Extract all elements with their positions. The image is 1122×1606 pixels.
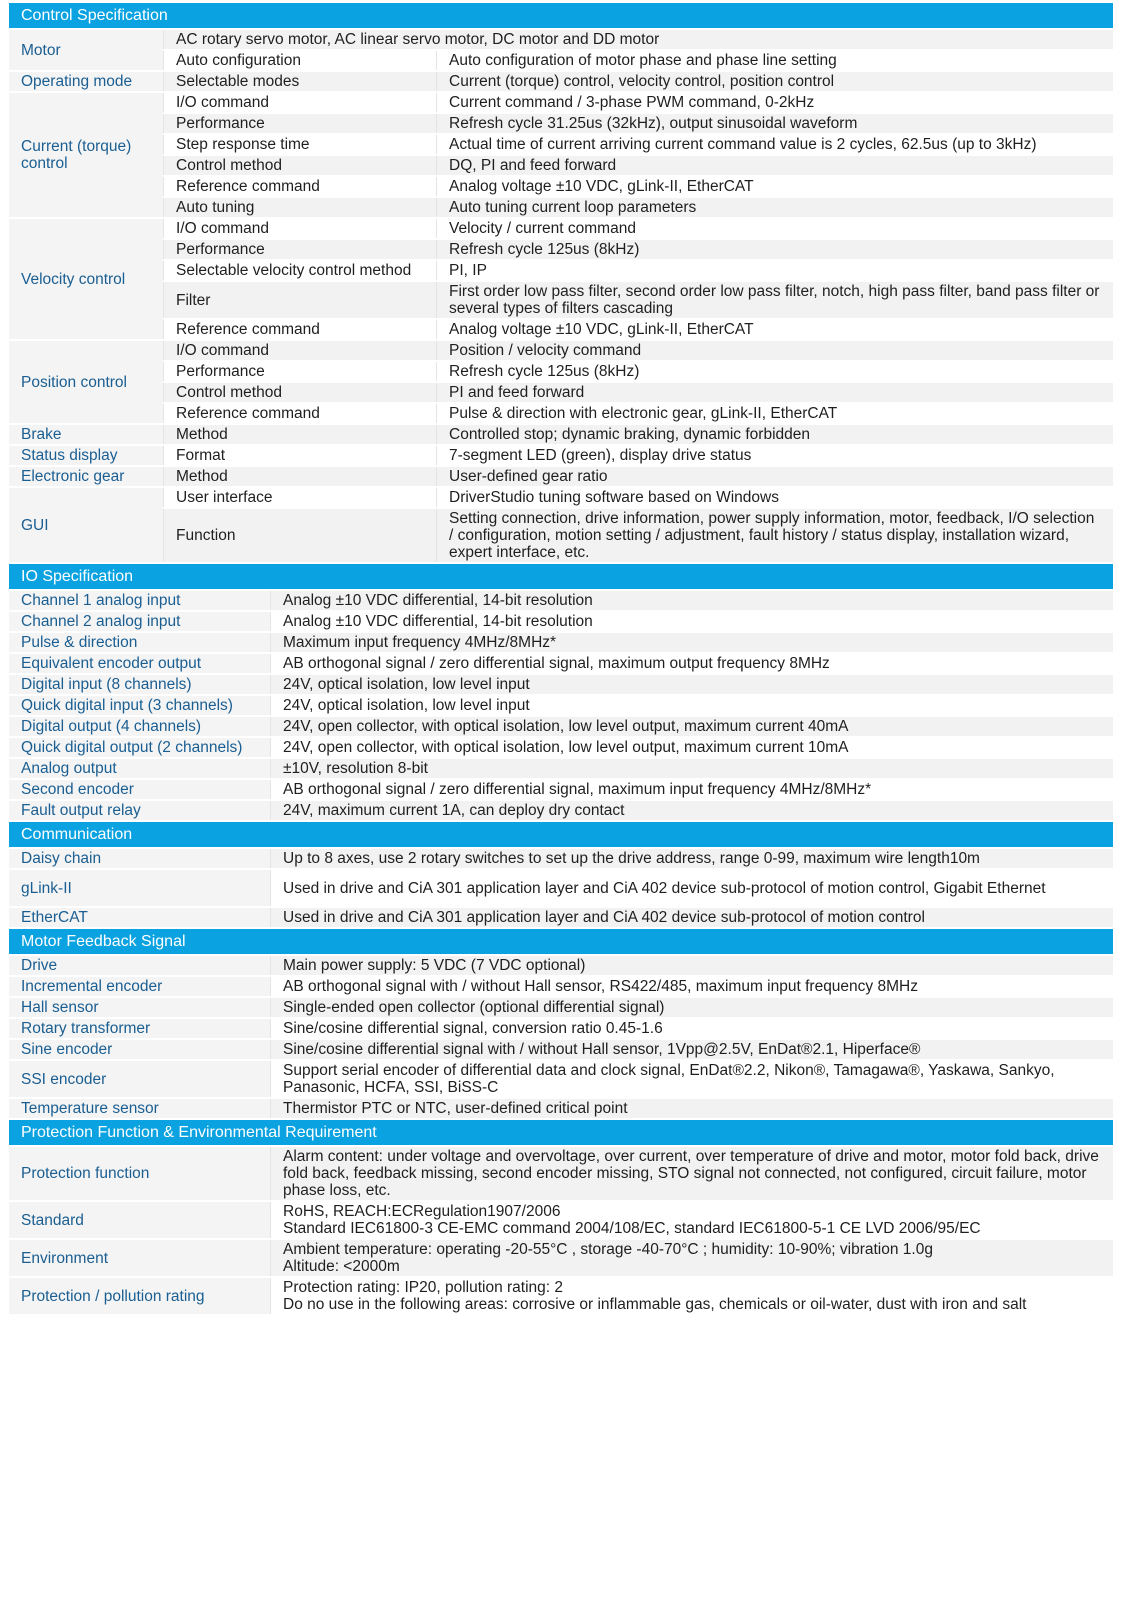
spec-label: Rotary transformer: [9, 1019, 270, 1038]
spec-group-label: Status display: [9, 446, 163, 465]
spec-row: [9, 93, 1113, 112]
spec-value: Auto configuration of motor phase and phase line setting: [436, 51, 1113, 70]
spec-value: Refresh cycle 125us (8kHz): [436, 362, 1113, 381]
spec-value: Position / velocity command: [436, 341, 1113, 360]
spec-value: Alarm content: under voltage and overvoltage, over current, over temperature of drive and motor, motor fold back, drive fold back, feedback missing, second encoder missing, STO signal not connected, not configured, circuit failure, motor phase loss, etc.: [270, 1147, 1113, 1200]
spec-value: Up to 8 axes, use 2 rotary switches to set up the drive address, range 0-99, maximum wire length10m: [270, 849, 1113, 868]
spec-value: AC rotary servo motor, AC linear servo motor, DC motor and DD motor: [163, 30, 1113, 49]
spec-group-label: Electronic gear: [9, 467, 163, 486]
spec-label: Pulse & direction: [9, 633, 270, 652]
spec-label: Protection / pollution rating: [9, 1278, 270, 1314]
spec-row: [9, 114, 1113, 133]
spec-value: Controlled stop; dynamic braking, dynamic forbidden: [436, 425, 1113, 444]
spec-value: Single-ended open collector (optional differential signal): [270, 998, 1113, 1017]
spec-value: 7-segment LED (green), display drive status: [436, 446, 1113, 465]
spec-row: [9, 675, 1113, 694]
spec-label: Equivalent encoder output: [9, 654, 270, 673]
spec-label: Temperature sensor: [9, 1099, 270, 1118]
spec-value-line: Protection rating: IP20, pollution rating: 2: [283, 1279, 564, 1296]
spec-value: [270, 1240, 1113, 1276]
spec-subitem: Control method: [163, 156, 436, 175]
spec-value: User-defined gear ratio: [436, 467, 1113, 486]
spec-value: Support serial encoder of differential data and clock signal, EnDat®2.2, Nikon®, Tamagawa®, Yaskawa, Sankyo, Panasonic, HCFA, SSI, BiSS-C: [270, 1061, 1113, 1097]
spec-row: [9, 696, 1113, 715]
spec-row: [9, 759, 1113, 778]
spec-value: 24V, open collector, with optical isolation, low level output, maximum current 40mA: [270, 717, 1113, 736]
spec-label: Channel 2 analog input: [9, 612, 270, 631]
spec-label: Channel 1 analog input: [9, 591, 270, 610]
spec-row: [9, 135, 1113, 154]
spec-value: Refresh cycle 31.25us (32kHz), output sinusoidal waveform: [436, 114, 1113, 133]
spec-value: ±10V, resolution 8-bit: [270, 759, 1113, 778]
spec-row: [9, 320, 1113, 339]
spec-row: [9, 1099, 1113, 1118]
spec-value: AB orthogonal signal / zero differential signal, maximum output frequency 8MHz: [270, 654, 1113, 673]
spec-value: Setting connection, drive information, power supply information, motor, feedback, I/O selection / configuration, motion setting / adjustment, fault history / status display, installation wizard, expert interface, etc.: [436, 509, 1113, 562]
spec-value-line: RoHS, REACH:ECRegulation1907/2006: [283, 1203, 561, 1220]
spec-label: EtherCAT: [9, 908, 270, 927]
spec-subitem: Selectable modes: [163, 72, 436, 91]
spec-row: [9, 446, 1113, 465]
section-title: Control Specification: [9, 3, 1113, 28]
spec-label: Fault output relay: [9, 801, 270, 820]
section-title: Communication: [9, 822, 1113, 847]
spec-label: Daisy chain: [9, 849, 270, 868]
control-specification-table: [9, 1, 1113, 564]
spec-value-line: Ambient temperature: operating -20-55°C , storage -40-70°C ; humidity: 10-90%; vibration 1.0g: [283, 1241, 933, 1258]
spec-value: Refresh cycle 125us (8kHz): [436, 240, 1113, 259]
spec-row: [9, 425, 1113, 444]
spec-row: [9, 488, 1113, 507]
spec-value: DriverStudio tuning software based on Windows: [436, 488, 1113, 507]
spec-value: PI and feed forward: [436, 383, 1113, 402]
spec-row: [9, 1061, 1113, 1097]
spec-value: Analog ±10 VDC differential, 14-bit resolution: [270, 612, 1113, 631]
spec-value-line: Do no use in the following areas: corrosive or inflammable gas, chemicals or oil-water, dust with iron and salt: [283, 1296, 1027, 1313]
spec-group-label: GUI: [9, 488, 163, 562]
spec-row: [9, 908, 1113, 927]
spec-row: [9, 261, 1113, 280]
spec-row: [9, 977, 1113, 996]
spec-subitem: Method: [163, 425, 436, 444]
spec-label: Digital output (4 channels): [9, 717, 270, 736]
spec-row: [9, 177, 1113, 196]
spec-label: Standard: [9, 1202, 270, 1238]
spec-row: [9, 956, 1113, 975]
spec-subitem: Selectable velocity control method: [163, 261, 436, 280]
spec-row: [9, 738, 1113, 757]
spec-value: Used in drive and CiA 301 application layer and CiA 402 device sub-protocol of motion control: [270, 908, 1113, 927]
spec-row: [9, 801, 1113, 820]
spec-value: Pulse & direction with electronic gear, gLink-II, EtherCAT: [436, 404, 1113, 423]
section-title: IO Specification: [9, 564, 1113, 589]
spec-row: [9, 654, 1113, 673]
spec-value: Actual time of current arriving current command value is 2 cycles, 62.5us (up to 3kHz): [436, 135, 1113, 154]
spec-subitem: I/O command: [163, 341, 436, 360]
spec-value-line: Altitude: <2000m: [283, 1258, 400, 1275]
spec-subitem: User interface: [163, 488, 436, 507]
spec-row: [9, 72, 1113, 91]
spec-row: [9, 156, 1113, 175]
spec-value-line: Standard IEC61800-3 CE-EMC command 2004/108/EC, standard IEC61800-5-1 CE LVD 2006/95/EC: [283, 1220, 981, 1237]
spec-label: Digital input (8 channels): [9, 675, 270, 694]
spec-value: Used in drive and CiA 301 application layer and CiA 402 device sub-protocol of motion control, Gigabit Ethernet: [270, 870, 1113, 906]
spec-label: Incremental encoder: [9, 977, 270, 996]
spec-value: Sine/cosine differential signal with / without Hall sensor, 1Vpp@2.5V, EnDat®2.1, Hiperface®: [270, 1040, 1113, 1059]
spec-value: 24V, optical isolation, low level input: [270, 696, 1113, 715]
spec-label: Analog output: [9, 759, 270, 778]
section-header: [9, 822, 1113, 847]
spec-subitem: Method: [163, 467, 436, 486]
spec-value: 24V, maximum current 1A, can deploy dry contact: [270, 801, 1113, 820]
spec-row: [9, 1040, 1113, 1059]
spec-label: gLink-II: [9, 870, 270, 906]
spec-value: DQ, PI and feed forward: [436, 156, 1113, 175]
spec-subitem: Format: [163, 446, 436, 465]
spec-row: [9, 383, 1113, 402]
spec-value: Current command / 3-phase PWM command, 0-2kHz: [436, 93, 1113, 112]
spec-row: [9, 1147, 1113, 1200]
spec-value: Analog ±10 VDC differential, 14-bit resolution: [270, 591, 1113, 610]
spec-label: Drive: [9, 956, 270, 975]
spec-row: [9, 780, 1113, 799]
spec-row: [9, 404, 1113, 423]
section-title: Protection Function & Environmental Requirement: [9, 1120, 1113, 1145]
spec-value: Velocity / current command: [436, 219, 1113, 238]
spec-value: Main power supply: 5 VDC (7 VDC optional): [270, 956, 1113, 975]
spec-label: Second encoder: [9, 780, 270, 799]
spec-label: SSI encoder: [9, 1061, 270, 1097]
spec-label: Environment: [9, 1240, 270, 1276]
spec-group-label: Operating mode: [9, 72, 163, 91]
spec-row: [9, 240, 1113, 259]
spec-value: 24V, optical isolation, low level input: [270, 675, 1113, 694]
spec-group-label: Velocity control: [9, 219, 163, 339]
spec-value: Maximum input frequency 4MHz/8MHz*: [270, 633, 1113, 652]
spec-row: [9, 282, 1113, 318]
spec-row: [9, 870, 1113, 906]
section-header: [9, 564, 1113, 589]
spec-value: First order low pass filter, second order low pass filter, notch, high pass filter, band pass filter or several types of filters cascading: [436, 282, 1113, 318]
spec-value: PI, IP: [436, 261, 1113, 280]
spec-subitem: Control method: [163, 383, 436, 402]
spec-row: [9, 849, 1113, 868]
spec-subitem: I/O command: [163, 93, 436, 112]
spec-value: Sine/cosine differential signal, conversion ratio 0.45-1.6: [270, 1019, 1113, 1038]
spec-subitem: Step response time: [163, 135, 436, 154]
spec-row: [9, 362, 1113, 381]
spec-value: 24V, open collector, with optical isolation, low level output, maximum current 10mA: [270, 738, 1113, 757]
spec-value: Thermistor PTC or NTC, user-defined critical point: [270, 1099, 1113, 1118]
section-header: [9, 3, 1113, 28]
spec-subitem: Function: [163, 509, 436, 562]
spec-value: Analog voltage ±10 VDC, gLink-II, EtherCAT: [436, 320, 1113, 339]
spec-value: Analog voltage ±10 VDC, gLink-II, EtherCAT: [436, 177, 1113, 196]
spec-label: Protection function: [9, 1147, 270, 1200]
spec-row: [9, 1202, 1113, 1238]
spec-label: Sine encoder: [9, 1040, 270, 1059]
spec-row: [9, 30, 1113, 49]
spec-row: [9, 1278, 1113, 1314]
section-header: [9, 1120, 1113, 1145]
spec-row: [9, 219, 1113, 238]
spec-group-label: Motor: [9, 30, 163, 70]
spec-label: Quick digital input (3 channels): [9, 696, 270, 715]
spec-value: Current (torque) control, velocity control, position control: [436, 72, 1113, 91]
communication-table: [9, 820, 1113, 929]
spec-value: AB orthogonal signal / zero differential signal, maximum input frequency 4MHz/8MHz*: [270, 780, 1113, 799]
spec-subitem: Performance: [163, 114, 436, 133]
section-title: Motor Feedback Signal: [9, 929, 1113, 954]
spec-tables: [9, 0, 1113, 1316]
motor-feedback-table: [9, 927, 1113, 1120]
spec-row: [9, 51, 1113, 70]
spec-label: Quick digital output (2 channels): [9, 738, 270, 757]
spec-subitem: Reference command: [163, 177, 436, 196]
spec-row: [9, 341, 1113, 360]
protection-environment-table: [9, 1118, 1113, 1316]
spec-row: [9, 591, 1113, 610]
spec-subitem: Reference command: [163, 404, 436, 423]
spec-row: [9, 1019, 1113, 1038]
spec-label: Hall sensor: [9, 998, 270, 1017]
spec-row: [9, 467, 1113, 486]
spec-group-label: Current (torque) control: [9, 93, 163, 217]
section-header: [9, 929, 1113, 954]
spec-value: [270, 1278, 1113, 1314]
spec-subitem: Performance: [163, 240, 436, 259]
spec-row: [9, 717, 1113, 736]
spec-row: [9, 198, 1113, 217]
spec-subitem: Auto tuning: [163, 198, 436, 217]
spec-subitem: I/O command: [163, 219, 436, 238]
spec-value: Auto tuning current loop parameters: [436, 198, 1113, 217]
spec-row: [9, 633, 1113, 652]
spec-subitem: Auto configuration: [163, 51, 436, 70]
spec-row: [9, 1240, 1113, 1276]
spec-group-label: Brake: [9, 425, 163, 444]
spec-subitem: Performance: [163, 362, 436, 381]
spec-row: [9, 509, 1113, 562]
spec-value: [270, 1202, 1113, 1238]
spec-row: [9, 612, 1113, 631]
spec-subitem: Filter: [163, 282, 436, 318]
spec-value: AB orthogonal signal with / without Hall sensor, RS422/485, maximum input frequency 8MHz: [270, 977, 1113, 996]
spec-subitem: Reference command: [163, 320, 436, 339]
spec-group-label: Position control: [9, 341, 163, 423]
spec-row: [9, 998, 1113, 1017]
io-specification-table: [9, 562, 1113, 822]
